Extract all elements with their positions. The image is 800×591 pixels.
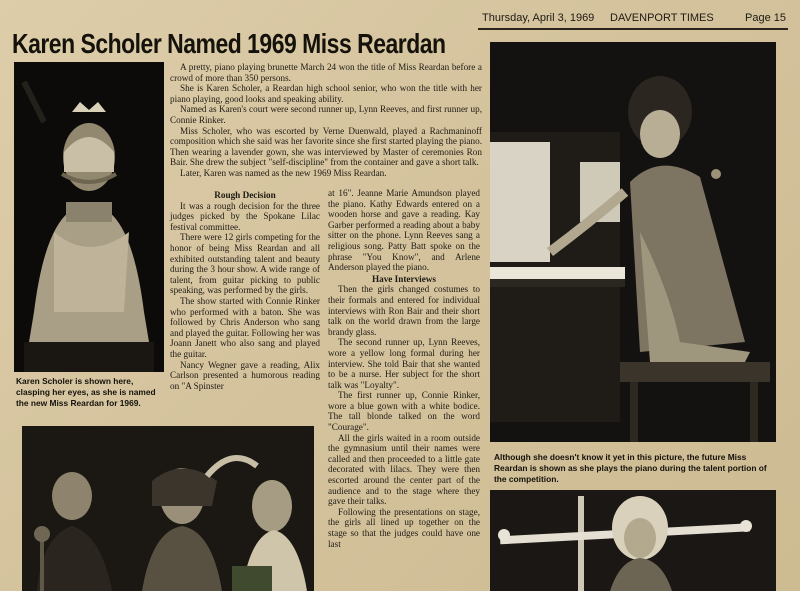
photo-ceremony — [22, 426, 314, 591]
caption-piano: Although she doesn't know it yet in this picture, the future Miss Reardan is shown as she plays the piano during the talent portion of the competition. — [494, 452, 767, 484]
lead-paragraph: She is Karen Scholer, a Reardan high school senior, who won the title with her piano playing, good looks and speaking ability. — [170, 83, 482, 104]
article-column-left — [170, 189, 320, 391]
body-paragraph: Following the presentations on stage, the girls all lined up together on the stage so that the judges could have one last — [328, 506, 480, 549]
body-paragraph: The first runner up, Connie Rinker, wore a blue gown with a white bodice. The tall blonde talked on the word "Courage". — [328, 390, 480, 433]
photo-crowning — [14, 62, 164, 372]
issue-date: Thursday, April 3, 1969 — [482, 12, 595, 24]
body-paragraph: All the girls waited in a room outside the gymnasium until their names were called and then proceeded to a little gate decorated with lilacs. They were then escorted around the center part of the audience and to the stage where they gave their talks. — [328, 432, 480, 507]
masthead — [478, 10, 788, 30]
body-paragraph: The second runner up, Lynn Reeves, wore a yellow long formal during her interview. She told Bair that she wanted to be a nurse. Her subject for the short talk was "Loyalty". — [328, 337, 480, 390]
lead-paragraph: Named as Karen's court were second runner up, Lynn Reeves, and first runner up, Connie Rinker. — [170, 104, 482, 125]
publication-name: DAVENPORT TIMES — [610, 12, 714, 24]
article-column-right — [328, 188, 480, 549]
photo-baton — [490, 490, 776, 591]
subhead-rough-decision: Rough Decision — [214, 190, 276, 200]
photo-piano — [490, 42, 776, 442]
page-number: Page 15 — [745, 12, 786, 24]
caption-crowning: Karen Scholer is shown here, clasping her eyes, as she is named the new Miss Reardan for 1969. — [16, 376, 156, 408]
lead-paragraph: Miss Scholer, who was escorted by Verne Duenwald, played a Rachmaninoff composition which she said was her favorite since she first started playing the piano. Then wearing a lavender gown, she was interviewed by Master of ceremonies Ron Bair. She drew the subject "self-discipline" from the container and gave a short talk. — [170, 125, 482, 168]
body-paragraph: There were 12 girls competing for the honor of being Miss Reardan and all exhibited outstanding talent and beauty during the 3 hour show. A wide range of talent, from guitar picking to public speaking, was performed by the girls. — [170, 232, 320, 296]
subhead-have-interviews: Have Interviews — [371, 273, 437, 284]
article-lead — [170, 62, 482, 179]
body-paragraph: Then the girls changed costumes to their formals and entered for individual interviews with Ron Bair and their short talk on the world drawn from the large brandy glass. — [328, 284, 480, 337]
body-paragraph: The show started with Connie Rinker who performed with a baton. She was followed by Chris Anderson who sang and played the guitar. Following her was Joann Janett who also sang and played the guitar. — [170, 295, 320, 359]
body-paragraph: Nancy Wegner gave a reading, Alix Carlson presented a humorous reading on "A Spinster — [170, 359, 320, 391]
body-paragraph: It was a rough decision for the three judges picked by the Spokane Lilac festival committee. — [170, 200, 320, 232]
lead-paragraph: A pretty, piano playing brunette March 24 won the title of Miss Reardan before a crowd of more than 350 persons. — [170, 62, 482, 83]
lead-paragraph: Later, Karen was named as the new 1969 Miss Reardan. — [180, 167, 387, 178]
headline: Karen Scholer Named 1969 Miss Reardan — [12, 28, 446, 59]
body-paragraph: at 16". Jeanne Marie Amundson played the piano. Kathy Edwards entered on a wooden horse and gave a reading. Kay Garber performed a reading about a baby sitter on the phone. Lynn Reeves sang a religious song. Patty Batt spoke on the phrase "You Know", and Arlene Anderson played the piano. — [328, 188, 480, 273]
